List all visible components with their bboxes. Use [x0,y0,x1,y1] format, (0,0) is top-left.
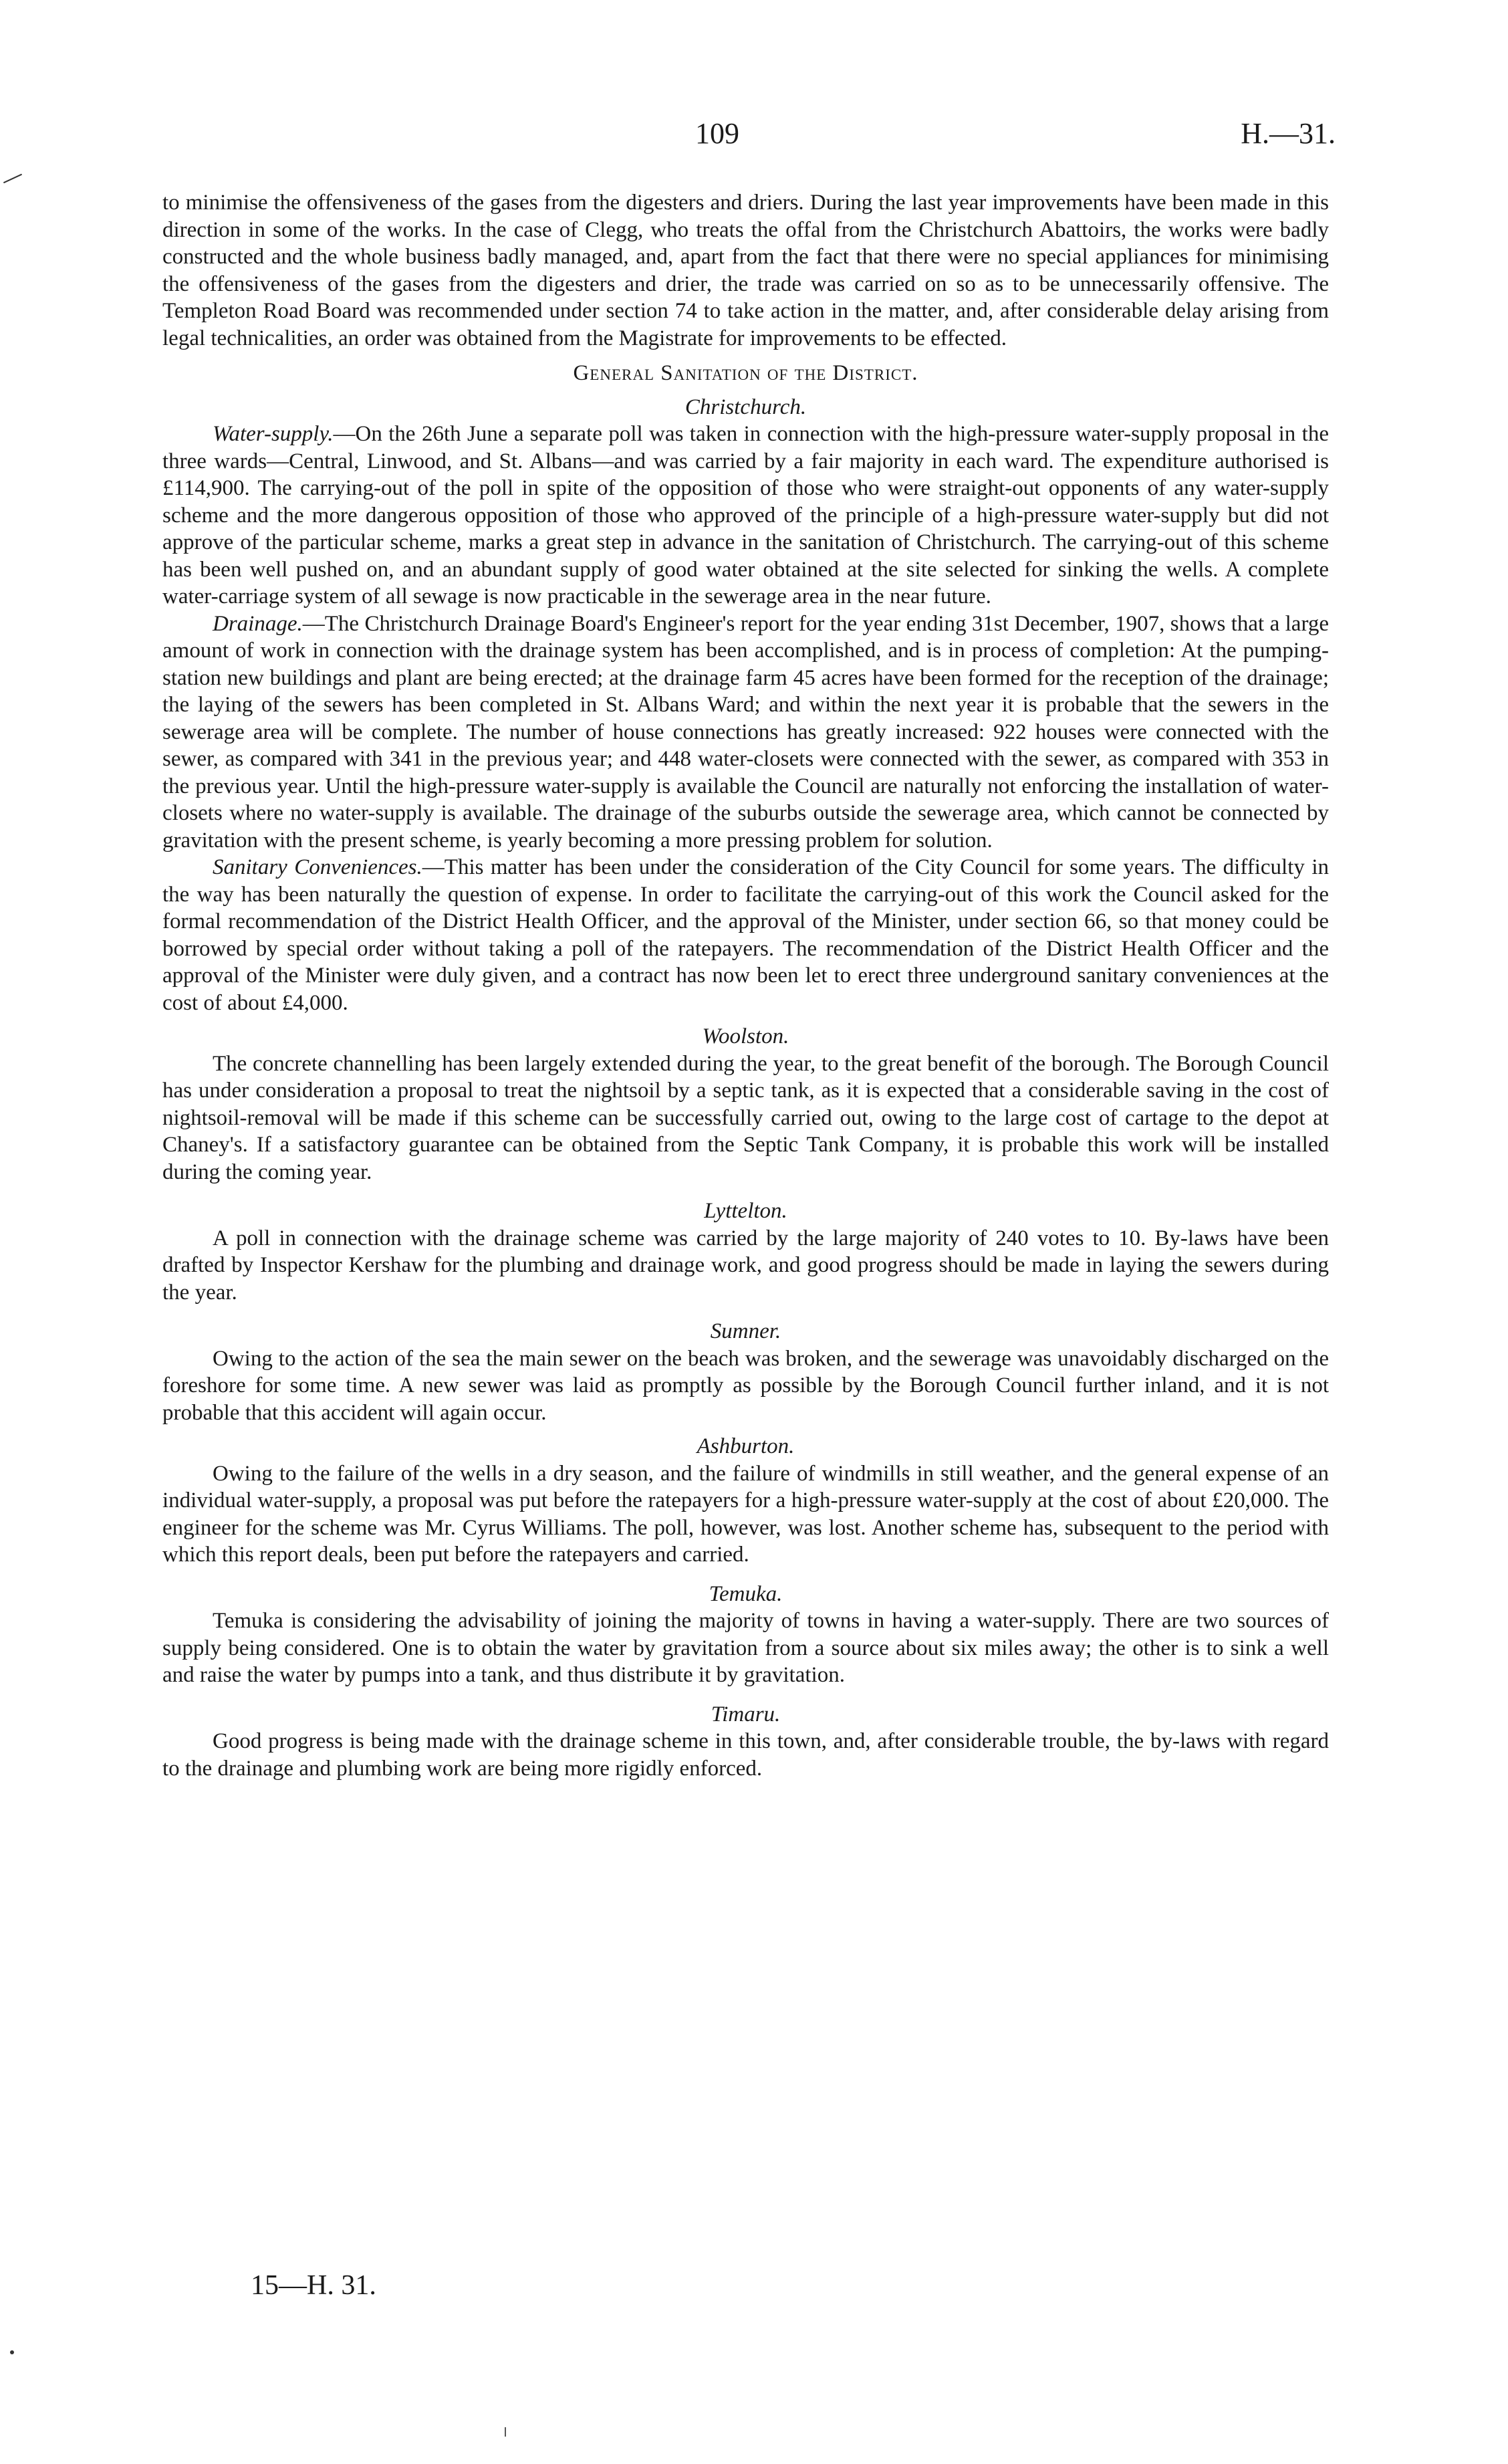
heading-temuka: Temuka. [709,1581,783,1606]
text-sanitary-conveniences: —This matter has been under the consideration of the City Council for some years. The difficulty in the way has been naturally the question of expense. In order to facilitate the carrying-out of this work the Council asked for the formal recommendation of the District Health Officer, and the approval of the Minister, under section 66, so that money could be borrowed by special order without taking a poll of the ratepayers. The recommendation of the District Health Officer and the approval of the Minister were duly given, and a contract has now been let to erect three underground sanitary conveniences at the cost of about £4,000. [162,855,1329,1015]
paragraph-drainage [162,610,1329,855]
paragraph-lyttelton: A poll in connection with the drainage scheme was carried by the large majority of 240 votes to 10. By-laws have been drafted by Inspector Kershaw for the plumbing and drainage work, and good progress should be made in laying the sewers during the year. [162,1226,1329,1305]
heading-sumner: Sumner. [710,1319,781,1343]
section-heading: General Sanitation of the District. [573,361,918,385]
paragraph-timaru: Good progress is being made with the drainage scheme in this town, and, after considerable trouble, the by-laws with regard to the drainage and plumbing work are being more rigidly enforced. [162,1729,1329,1781]
heading-timaru: Timaru. [711,1702,781,1726]
margin-dash-mark [505,2427,506,2437]
margin-dot-mark [10,2350,14,2354]
heading-ashburton: Ashburton. [697,1434,795,1458]
paragraph-sumner: Owing to the action of the sea the main sewer on the beach was broken, and the sewerage was unavoidably discharged on the foreshore for some time. A new sewer was laid as promptly as possible by the Borough Council further inland, and it is not probable that this accident will again occur. [162,1346,1329,1425]
heading-woolston: Woolston. [702,1024,789,1048]
heading-christchurch: Christchurch. [684,395,807,419]
page-number: 109 [695,117,739,150]
paragraph-ashburton: Owing to the failure of the wells in a dry season, and the failure of windmills in still weather, and the general expense of an individual water-supply, a proposal was put before the ratepayers for a high-pressure water-supply at the cost of about £20,000. The engineer for the scheme was Mr. Cyrus Williams. The poll, however, was lost. Another scheme has, subsequent to the period with which this report deals, been put before the ratepayers and carried. [162,1461,1329,1567]
opening-paragraph: to minimise the offensiveness of the gases from the digesters and driers. During the last year improvements have been made in this direction in some of the works. In the case of Clegg, who treats the offal from the Christchurch Abattoirs, the works were badly constructed and the whole business badly managed, and, apart from the fact that there were no special appliances for minimising the offensiveness of the gases from the digesters and drier, the trade was carried on so as to be unnecessarily offensive. The Templeton Road Board was recommended under section 74 to take action in the matter, and, after considerable delay arising from legal technicalities, an order was obtained from the Magistrate for improvements to be effected. [162,191,1329,350]
paragraph-water-supply [162,421,1329,610]
paragraph-sanitary-conveniences [162,854,1329,1016]
signature-mark: 15—H. 31. [251,2270,376,2301]
text-drainage: —The Christchurch Drainage Board's Engineer's report for the year ending 31st December, 1907, shows that a large amount of work in connection with the drainage system has been accomplished, and is in process of completion: At the pumping-station new buildings and plant are being erected; at the drainage farm 45 acres have been formed for the reception of the drainage; the laying of the sewers has been completed in St. Albans Ward; and within the next year it is probable that the sewers in the sewerage area will be complete. The number of house connections has greatly increased: 922 houses were connected with the sewer, as compared with 341 in the previous year; and 448 water-closets were connected with the sewer, as compared with 353 in the previous year. Until the high-pressure water-supply is available the Council are naturally not enforcing the installation of water-closets where no water-supply is available. The drainage of the suburbs outside the sewerage area, which cannot be connected by gravitation with the present scheme, is yearly becoming a more pressing problem for solution. [162,611,1329,853]
text-water-supply: —On the 26th June a separate poll was taken in connection with the high-pressure water-supply proposal in the three wards—Central, Linwood, and St. Albans—and was carried by a fair majority in each ward. The expenditure authorised is £114,900. The carrying-out of the poll in spite of the opposition of those who were straight-out opponents of any water-supply scheme and the more dangerous opposition of those who approved of the principle of a high-pressure water-supply but did not approve of the particular scheme, marks a great step in advance in the sanitation of Christchurch. The carrying-out of this scheme has been well pushed on, and an abundant supply of good water obtained at the site selected for sinking the wells. A complete water-carriage system of all sewage is now practicable in the sewerage area in the near future. [162,422,1329,608]
paragraph-temuka: Temuka is considering the advisability of joining the majority of towns in having a water-supply. There are two sources of supply being considered. One is to obtain the water by gravitation from a source about six miles away; the other is to sink a well and raise the water by pumps into a tank, and thus distribute it by gravitation. [162,1609,1329,1687]
body-text [162,189,1329,1782]
runin-drainage: Drainage. [213,611,303,636]
heading-lyttelton: Lyttelton. [704,1199,787,1223]
page-header [0,117,1508,160]
margin-tick-mark [3,174,22,183]
paragraph-woolston: The concrete channelling has been largely extended during the year, to the great benefit of the borough. The Borough Council has under consideration a proposal to treat the nightsoil by a septic tank, as it is expected that a considerable saving in the cost of nightsoil-removal will be made if this scheme can be successfully carried out, owing to the large cost of cartage to the depot at Chaney's. If a satisfactory guarantee can be obtained from the Septic Tank Company, it is probable this work will be installed during the coming year. [162,1051,1329,1184]
runin-water-supply: Water-supply. [213,422,334,446]
document-code: H.—31. [1241,117,1336,150]
runin-sanitary-conveniences: Sanitary Conveniences. [213,855,422,879]
